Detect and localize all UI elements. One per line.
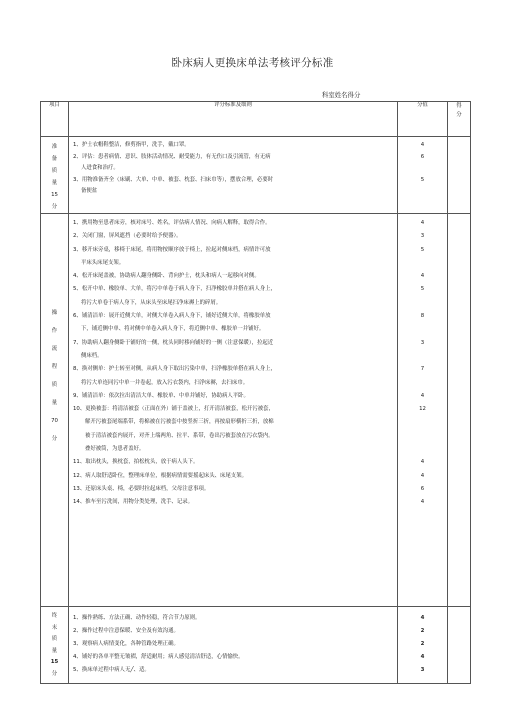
header-criteria: 评分标准及细则 xyxy=(69,102,398,137)
list-item: 4、松开床尾盖被，协助病人翻身侧卧、背向护士，枕头和病人一起移向对侧。 xyxy=(73,273,260,280)
list-item: 3、移开床旁桌，移椅于床尾，将用物按顺序放于椅上，拉起对侧床档，病情许可放 xyxy=(73,246,271,253)
list-item: 5、换床单过程中病人无╱、适。 xyxy=(73,667,150,673)
list-item: 3、观察病人病情变化，各种管路处理正确。 xyxy=(73,641,179,647)
points-final: 4 2 2 4 3 xyxy=(398,607,448,684)
list-item: 10、更换被套：将清洁被套（正面在外）铺于盖被上，打开清洁被套，松开污被套， xyxy=(73,406,274,413)
score-operation xyxy=(448,214,471,607)
list-item: 2、关闭门窗，屏风遮挡（必要时给予便器）。 xyxy=(73,233,182,240)
header-project: 项目 xyxy=(41,102,69,137)
category-final: 终 末 质 量 15 分 xyxy=(41,607,69,684)
table-row xyxy=(41,214,471,607)
criteria-preparation xyxy=(69,137,398,214)
list-item: 1、携用物至患者床旁，核对床号、姓名，评估病人情况、向病人解释，取得合作。 xyxy=(73,220,271,226)
points-operation: 4 3 5 4 5 8 3 7 4 12 4 4 6 4 xyxy=(398,214,448,607)
table-row xyxy=(41,607,471,684)
list-item: 5、松开中单、橡胶单、大单，将污中单卷于病人身下，扫净橡胶单并搭在病人身上， xyxy=(73,286,276,293)
list-item: 叠好被筒，为患者盖好。 xyxy=(85,446,145,453)
list-item: 4、铺好的各单平整无皱褶，舒适耐用；病人感觉清洁舒适，心情愉快。 xyxy=(73,654,244,660)
criteria-final xyxy=(69,607,398,684)
list-item: 6、铺清洁单：展开近侧大单，对侧大单卷入病人身下，铺好近侧大单，将橡胶单放 xyxy=(73,313,271,320)
list-item: 8、换对侧单：护士转至对侧，从病人身下取出污染中单，扫净橡胶单搭在病人身上， xyxy=(73,366,276,373)
category-preparation: 准 备 质 量 15 分 xyxy=(41,137,69,214)
list-item: 3、用物准备齐全（床刷、大单、中单、被套、枕套、扫床巾等），摆放合理，必要时 xyxy=(73,176,274,183)
list-item: 11、取出枕头，换枕套，拍松枕头，放于病人头下。 xyxy=(73,459,199,466)
scoring-table xyxy=(40,101,471,684)
list-item: 2、操作过程中注意保暖、安全及有效沟通。 xyxy=(73,628,179,634)
score-final xyxy=(448,607,471,684)
list-item: 下，铺近侧中单、将对侧中单卷入病人身下，将近侧中单、橡胶单一并铺好。 xyxy=(81,326,265,333)
list-item: 9、铺清洁单：依次拉出清洁大单、橡胶单、中单并铺好，协助病人平卧。 xyxy=(73,392,249,399)
header-points: 分值 xyxy=(398,102,448,137)
list-item: 1、护士衣帽鞋整洁，修剪指甲，洗手，戴口罩。 xyxy=(73,142,190,148)
table-row xyxy=(41,137,471,214)
list-item: 被于清洁被套内展开，对齐上端两角、拉平、系带，卷出污被套放在污衣袋内。 xyxy=(85,432,274,439)
department-name-score-line: 科室姓名得分 xyxy=(322,91,361,99)
points-preparation: 4 6 5 xyxy=(398,137,448,214)
list-item: 13、还原床头桌、椅，必要时拉起床档，父母注意事项。 xyxy=(73,485,210,492)
list-item: 12、病人取舒适卧位，整理床单位，根据病情需要摇起床头、床尾支架。 xyxy=(73,472,247,479)
header-score: 得 分 xyxy=(448,102,471,137)
list-item: 侧床档。 xyxy=(81,352,103,359)
list-item: 1、操作熟练、方法正确、动作轻稳，符合节力原则。 xyxy=(73,615,201,621)
list-item: 人进食和治疗。 xyxy=(81,165,119,171)
list-item: 2、评估：患者病情、意识、肢体活动情况、耐受能力，有无伤口及引流管，有无病 xyxy=(73,153,271,160)
page-title: 卧床病人更换床单法考核评分标准 xyxy=(171,57,334,69)
list-item: 解开污被套尾端系带，将棉被在污被套中按竖折三折，再按扇形横折三折，放棉 xyxy=(85,419,274,426)
score-preparation xyxy=(448,137,471,214)
category-operation: 操 作 流 程 质 量 70 分 xyxy=(41,214,69,607)
list-item: 将污大单卷于病人身下，从床头至床尾扫净床褥上的碎屑。 xyxy=(81,299,222,306)
list-item: 备便盆 xyxy=(81,188,98,194)
criteria-operation xyxy=(69,214,398,607)
list-item: 7、协助病人翻身侧卧于铺好的一侧，枕头同时移向铺好的一侧（注意保暖），拉起近 xyxy=(73,339,274,346)
list-item: 将污大单连同污中单一并卷起，放入污衣袋内，扫净床褥，去扫床巾。 xyxy=(81,379,249,386)
list-item: 平床头床尾支架。 xyxy=(81,259,125,266)
table-header-row xyxy=(41,102,471,137)
list-item: 14、推车至污洗间，用物分类处理，洗手、记录。 xyxy=(73,499,194,506)
